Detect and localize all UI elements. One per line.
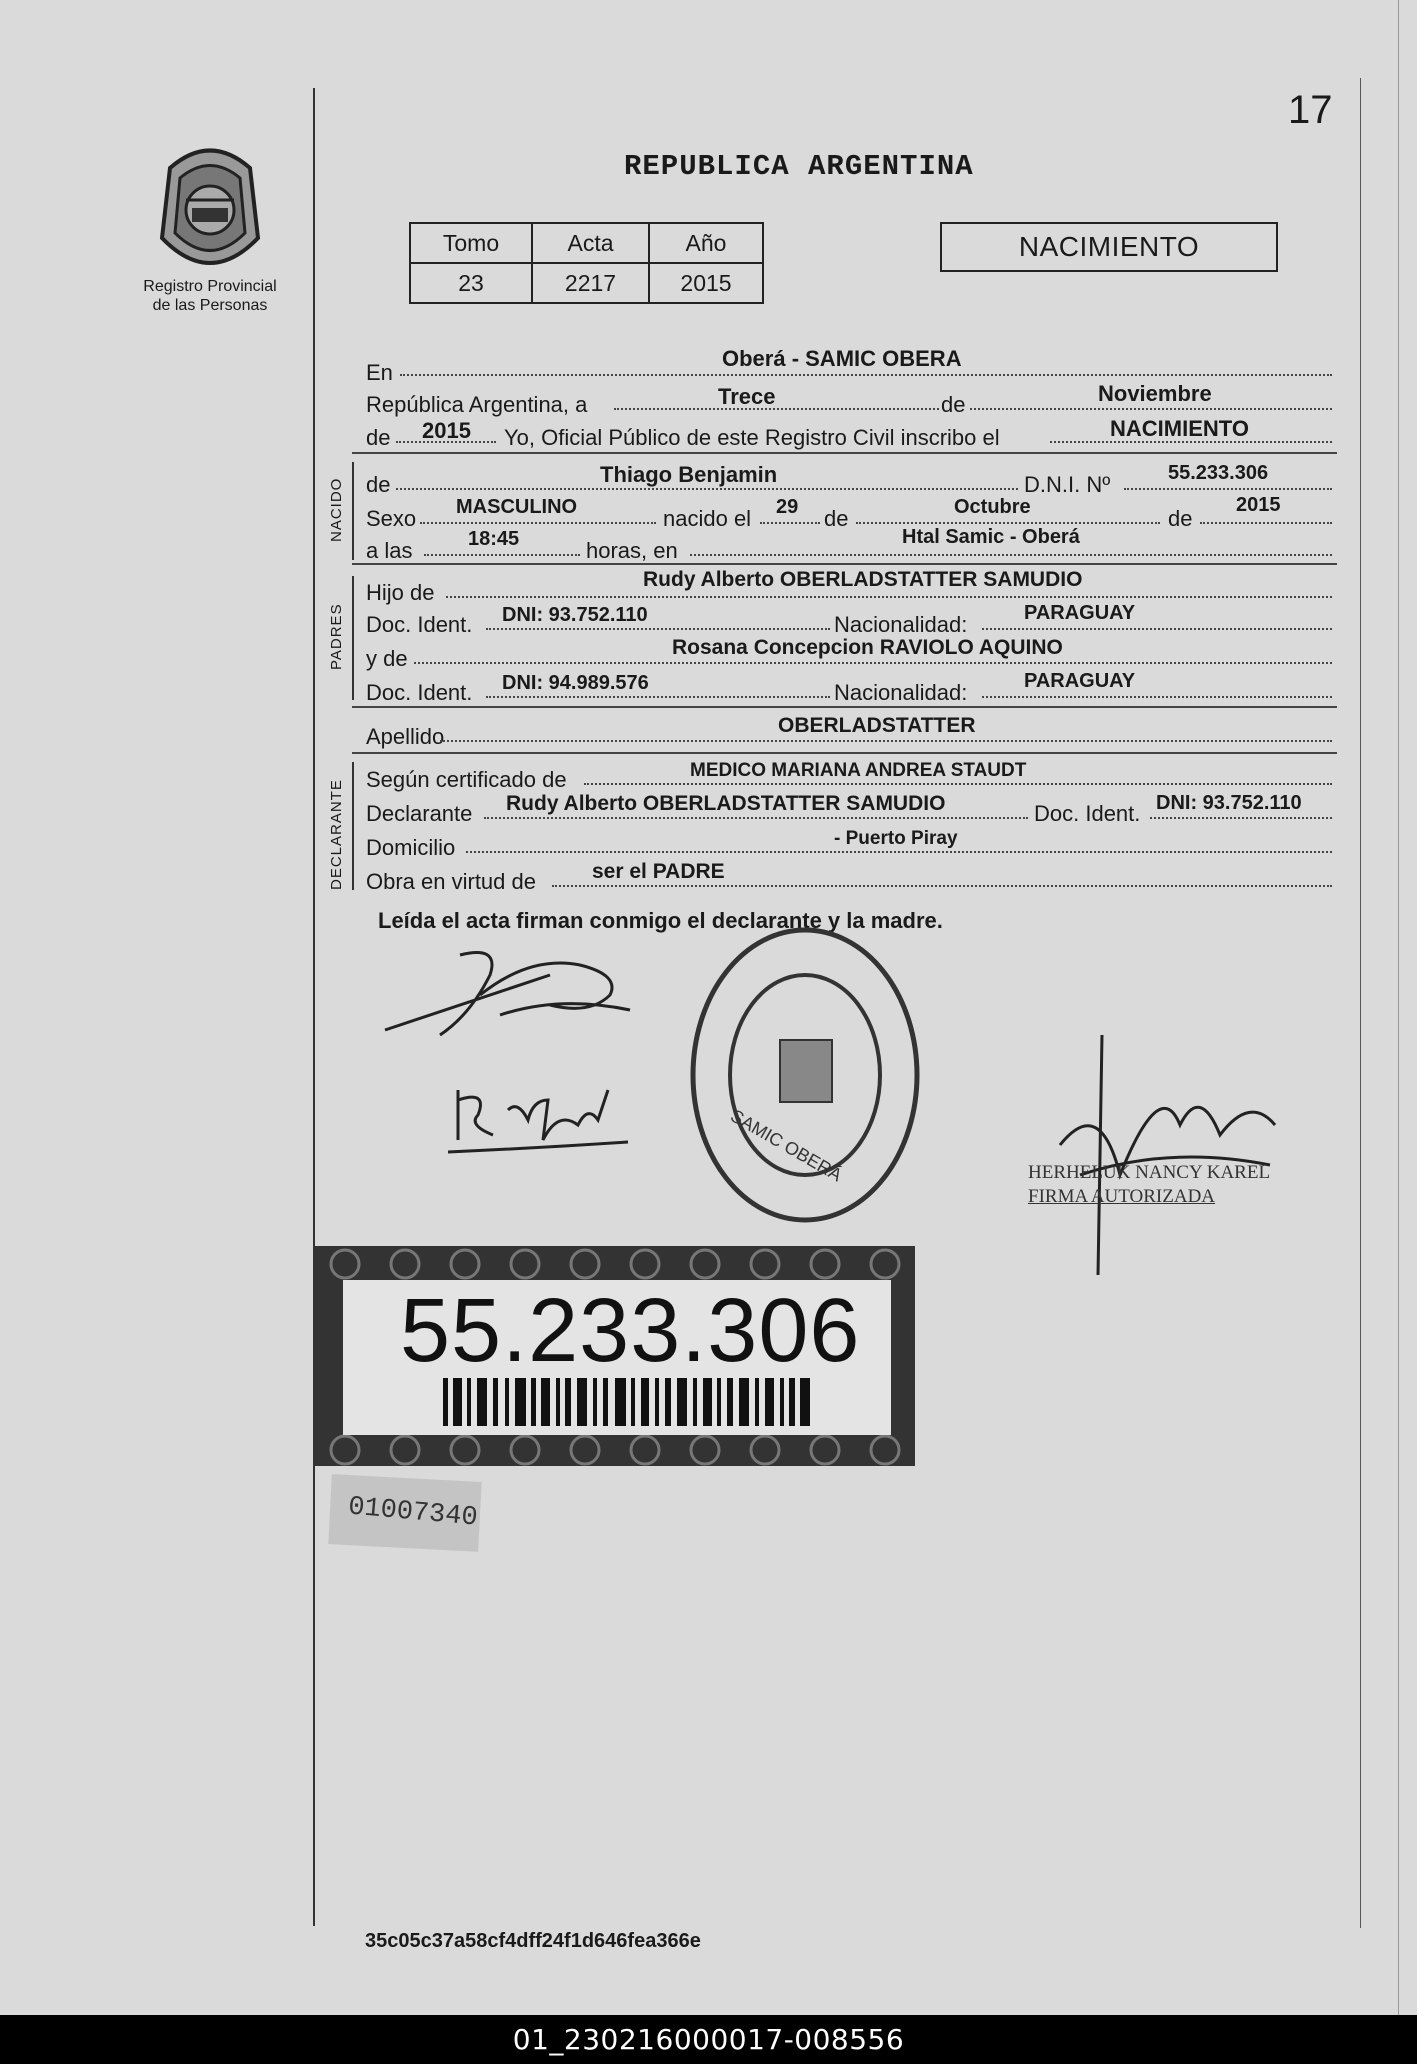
tomo-acta-table — [409, 222, 764, 304]
registry-stamp-icon — [685, 920, 925, 1230]
declarante-section-label: DECLARANTE — [328, 779, 345, 890]
mother-signature-icon — [448, 1070, 638, 1160]
obra-reason: ser el PADRE — [592, 860, 725, 883]
birth-month: Octubre — [954, 496, 1031, 518]
official-signer-name: HERHELUK NANCY KAREL — [1028, 1162, 1271, 1183]
father-name: Rudy Alberto OBERLADSTATTER SAMUDIO — [643, 568, 1083, 591]
declarante-doc: DNI: 93.752.110 — [1156, 792, 1302, 814]
official-text: Yo, Oficial Público de este Registro Civil inscribo el — [504, 425, 1000, 450]
registration-day: Trece — [718, 384, 776, 409]
closing-statement: Leída el acta firman conmigo el declarante y la madre. — [378, 908, 943, 933]
right-margin-line — [1360, 78, 1361, 1928]
apellido-label: Apellido — [366, 724, 445, 749]
child-name: Thiago Benjamin — [600, 462, 778, 487]
mother-doc: DNI: 94.989.576 — [502, 672, 649, 694]
page-edge — [1398, 0, 1399, 2015]
value-acta: 2217 — [532, 263, 649, 303]
birth-place: Htal Samic - Oberá — [902, 526, 1080, 548]
misiones-emblem-icon — [150, 138, 270, 278]
document-title: REPUBLICA ARGENTINA — [624, 150, 974, 183]
document-hash: 35c05c37a58cf4dff24f1d646fea366e — [365, 1930, 701, 1952]
value-ano: 2015 — [649, 263, 763, 303]
security-label-number: 55.233.306 — [400, 1281, 861, 1381]
birth-time: 18:45 — [468, 528, 520, 550]
child-dni: 55.233.306 — [1168, 462, 1269, 484]
serial-tag-number: 01007340 — [346, 1492, 479, 1534]
header-tomo: Tomo — [410, 223, 532, 263]
birth-year: 2015 — [1236, 494, 1281, 516]
registration-place: Oberá - SAMIC OBERA — [722, 346, 962, 371]
registry-caption: Registro Provincial de las Personas — [143, 278, 277, 314]
declarante-domicilio: - Puerto Piray — [834, 828, 958, 849]
svg-text:SAMIC OBERÁ: SAMIC OBERÁ — [727, 1105, 846, 1186]
header-acta: Acta — [532, 223, 649, 263]
padres-section-label: PADRES — [328, 603, 345, 670]
value-tomo: 23 — [410, 263, 532, 303]
mother-name: Rosana Concepcion RAVIOLO AQUINO — [672, 636, 1063, 659]
page-number: 17 — [1288, 88, 1333, 132]
father-doc: DNI: 93.752.110 — [502, 604, 648, 626]
footer-id: 01_230216000017-008556 — [0, 2015, 1417, 2064]
en-label: En — [366, 360, 393, 385]
apellido-value: OBERLADSTATTER — [778, 714, 976, 737]
registration-year: 2015 — [422, 418, 471, 443]
father-nationality: PARAGUAY — [1024, 602, 1136, 624]
document-page: 17 REPUBLICA ARGENTINA Registro Provincial de las Personas Tomo Acta Año 23 2217 2015 NACIMIENTO En Oberá - SAMIC OBERA República Argentina, a Trece de Noviembre de 2015 Yo, Oficial Público de este Registro Civil inscribo el NACIMIENTO NACIDO de Thiago Benjamin D.N.I. Nº 55.233.306 Sexo MASCULINO nacido el 29 de Octubre de 2015 a las 18:45 horas, en Htal Samic - Oberá PADRES Hijo de Rudy Alberto OBERLADSTATTER SAMUDIO Doc. Ident. DNI: 93.752.110 Nacionalidad: PARAGUAY y de Rosana Concepcion RAVIOLO AQUINO Doc. Ident. DNI: 94.989.576 Nacionalidad: PARAGUAY Apellido OBERLADSTATTER DECLARANTE Según certificado de MEDICO MARIANA ANDREA STAUDT Declarante Rudy Alberto OBERLADSTATTER SAMUDIO Doc. Ident. DNI: 93.752.110 Domicilio - Puerto Piray Obra en virtud de ser el PADRE Leída el acta firman conmigo el declarante y la madre. SAMIC OBERÁ HERHELUK NANCY KAREL FIRMA AUTORIZADA 55.233.306 01007340 35c05c37a58cf4dff24f1d646fea366e — [0, 0, 1417, 2015]
header-ano: Año — [649, 223, 763, 263]
official-signature-icon — [1020, 1035, 1290, 1285]
certificate-issuer: MEDICO MARIANA ANDREA STAUDT — [690, 760, 1027, 781]
birth-day: 29 — [776, 496, 799, 518]
official-signer-caption: FIRMA AUTORIZADA — [1028, 1186, 1216, 1207]
record-type-box: NACIMIENTO — [940, 222, 1278, 272]
left-margin-line — [313, 88, 315, 1926]
declarant-signature-icon — [380, 935, 660, 1045]
child-sex: MASCULINO — [456, 496, 578, 518]
inscribed-type: NACIMIENTO — [1110, 416, 1249, 441]
republica-label: República Argentina, a — [366, 392, 588, 417]
declarante-name: Rudy Alberto OBERLADSTATTER SAMUDIO — [506, 792, 946, 815]
mother-nationality: PARAGUAY — [1024, 670, 1136, 692]
registration-month: Noviembre — [1098, 381, 1212, 406]
nacido-section-label: NACIDO — [328, 477, 345, 542]
